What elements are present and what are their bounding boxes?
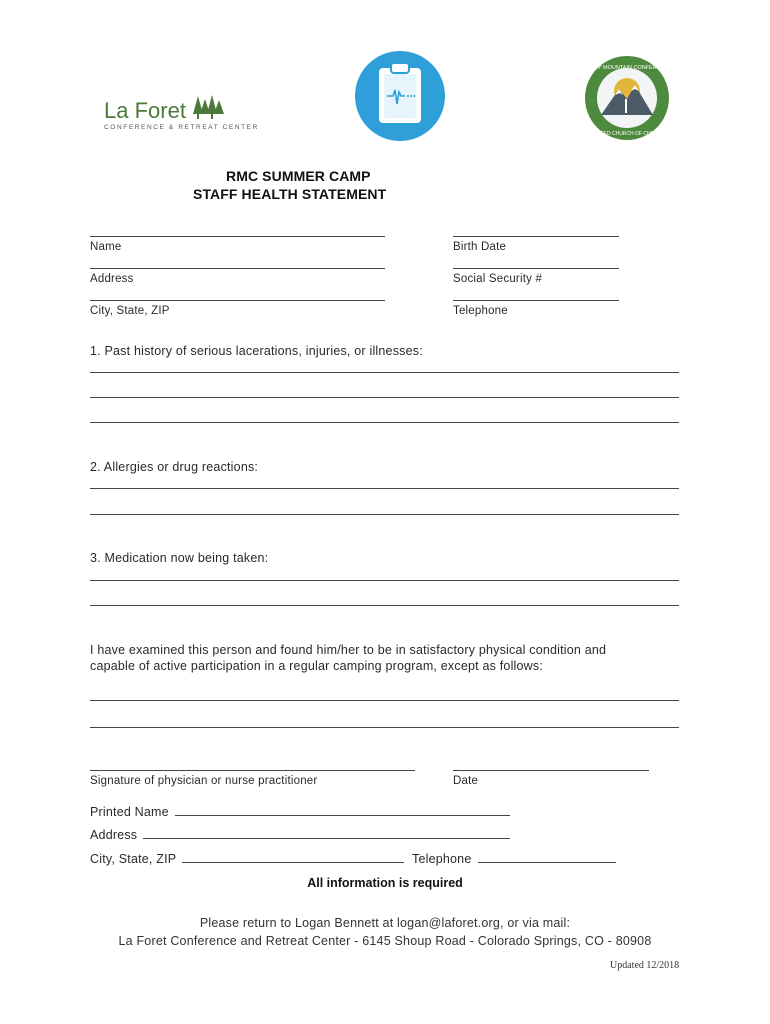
telephone-label: Telephone bbox=[453, 305, 508, 317]
city-state-zip-line[interactable] bbox=[90, 300, 385, 301]
printed-name-field[interactable] bbox=[90, 805, 516, 819]
city-state-zip-label: City, State, ZIP bbox=[90, 305, 170, 317]
form-title-line2: STAFF HEALTH STATEMENT bbox=[193, 186, 387, 202]
form-title-line1: RMC SUMMER CAMP bbox=[226, 168, 371, 184]
name-line[interactable] bbox=[90, 236, 385, 237]
updated-date: Updated 12/2018 bbox=[610, 960, 680, 971]
all-info-required: All information is required bbox=[307, 876, 463, 890]
exceptions-line-2[interactable] bbox=[90, 727, 679, 728]
seal-top-text: ROCKY MOUNTAIN CONFERENCE bbox=[584, 65, 670, 71]
question-1-label: 1. Past history of serious lacerations, injuries, or illnesses: bbox=[90, 344, 423, 358]
ssn-label: Social Security # bbox=[453, 273, 543, 285]
physician-city-state-zip-label: City, State, ZIP bbox=[90, 852, 177, 866]
return-instructions: Please return to Logan Bennett at logan@laforet.org, or via mail: bbox=[199, 916, 571, 930]
question-3-label: 3. Medication now being taken: bbox=[90, 551, 269, 565]
la-foret-wordmark: La Foret bbox=[104, 98, 186, 123]
question-3-answer-line-2[interactable] bbox=[90, 605, 679, 606]
question-1-answer-line-3[interactable] bbox=[90, 422, 679, 423]
rmc-seal-logo bbox=[584, 55, 670, 141]
statement-line-2: capable of active participation in a regular camping program, except as follows: bbox=[90, 659, 544, 673]
exceptions-line-1[interactable] bbox=[90, 700, 679, 701]
ssn-line[interactable] bbox=[453, 268, 619, 269]
printed-name-label: Printed Name bbox=[90, 805, 169, 819]
physician-telephone-field[interactable] bbox=[412, 852, 622, 866]
date-label: Date bbox=[453, 775, 479, 787]
date-line[interactable] bbox=[453, 770, 649, 771]
signature-label: Signature of physician or nurse practitioner bbox=[90, 775, 318, 787]
physician-telephone-line[interactable] bbox=[478, 861, 617, 863]
question-2-label: 2. Allergies or drug reactions: bbox=[90, 460, 259, 474]
physician-city-state-zip-line[interactable] bbox=[182, 861, 404, 863]
clipboard-logo bbox=[354, 50, 446, 142]
birth-date-label: Birth Date bbox=[453, 241, 507, 253]
address-label: Address bbox=[90, 273, 134, 285]
mountain-seal-icon bbox=[584, 55, 670, 141]
physician-city-state-zip-field[interactable] bbox=[90, 852, 410, 866]
la-foret-logo bbox=[104, 94, 259, 136]
birth-date-line[interactable] bbox=[453, 236, 619, 237]
physician-address-field[interactable] bbox=[90, 828, 516, 842]
la-foret-tagline: CONFERENCE & RETREAT CENTER bbox=[104, 124, 259, 131]
question-2-answer-line-2[interactable] bbox=[90, 514, 679, 515]
physician-address-label: Address bbox=[90, 828, 138, 842]
question-1-answer-line-2[interactable] bbox=[90, 397, 679, 398]
question-3-answer-line-1[interactable] bbox=[90, 580, 679, 581]
signature-line[interactable] bbox=[90, 770, 415, 771]
telephone-line[interactable] bbox=[453, 300, 619, 301]
physician-address-line[interactable] bbox=[143, 837, 510, 839]
name-label: Name bbox=[90, 241, 122, 253]
seal-bottom-text: UNITED CHURCH OF CHRIST bbox=[592, 131, 662, 137]
mailing-address: La Foret Conference and Retreat Center - 6145 Shoup Road - Colorado Springs, CO - 80908 bbox=[118, 934, 652, 948]
question-1-answer-line-1[interactable] bbox=[90, 372, 679, 373]
clipboard-icon bbox=[354, 50, 446, 142]
address-line[interactable] bbox=[90, 268, 385, 269]
statement-line-1: I have examined this person and found him/her to be in satisfactory physical condition and bbox=[90, 643, 607, 657]
physician-telephone-label: Telephone bbox=[412, 852, 472, 866]
printed-name-line[interactable] bbox=[175, 814, 510, 816]
question-2-answer-line-1[interactable] bbox=[90, 488, 679, 489]
